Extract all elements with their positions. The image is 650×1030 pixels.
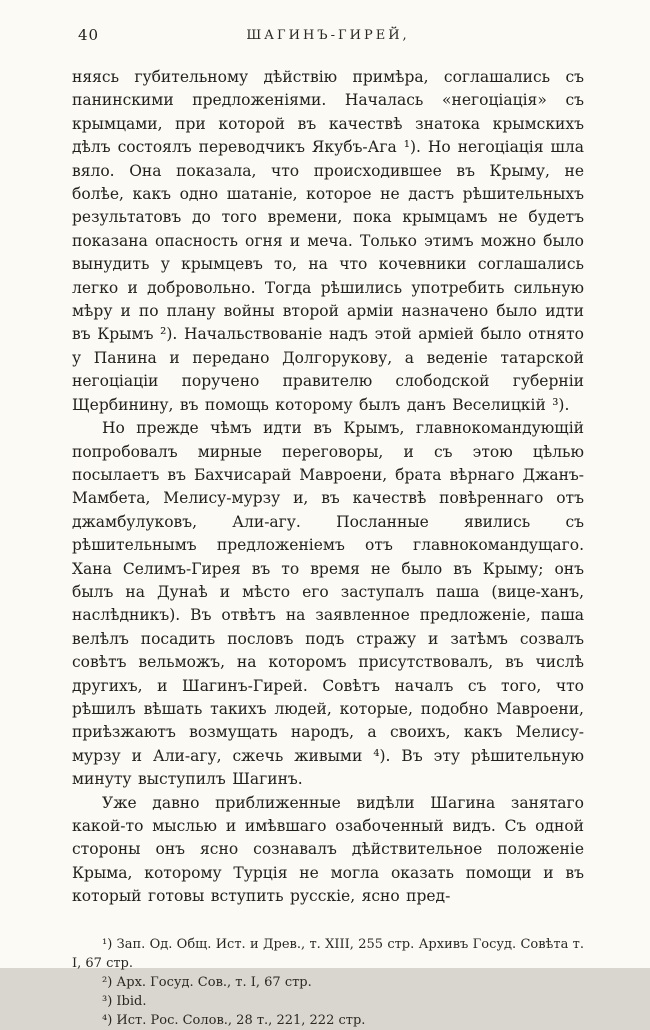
running-head: ШАГИНЪ-ГИРЕЙ,: [246, 28, 410, 43]
page-header: [72, 26, 584, 50]
body-text: [72, 66, 584, 909]
body-paragraph: няясь губительному дѣйствію примѣра, соглашались съ панинскими предложеніями. Началась «негоціація» съ крымцами, при которой въ качествѣ знатока крымскихъ дѣлъ состоялъ переводчикъ Якубъ-Ага ¹). Но негоціація шла вяло. Она показала, что происходившее въ Крыму, не болѣе, какъ одно шатаніе, которое не дастъ рѣшительныхъ результатовъ до того времени, пока крымцамъ не будетъ показана опасность огня и меча. Только этимъ можно было вынудить у крымцевъ то, на что кочевники соглашались легко и добровольно. Тогда рѣшились употребить сильную мѣру и по плану войны второй арміи назначено было идти въ Крымъ ²). Начальствованіе надъ этой арміей было отнято у Панина и передано Долгорукову, а веденіе татарской негоціаціи поручено правителю слободской губерніи Щербинину, въ помощь которому былъ данъ Веселицкій ³).: [72, 68, 584, 414]
page-number: 40: [78, 26, 100, 44]
footnote: ³) Ibid.: [102, 993, 147, 1009]
footnotes: [72, 935, 584, 1030]
body-paragraph: Уже давно приближенные видѣли Шагина занятаго какой-то мыслью и имѣвшаго озабоченный видъ. Съ одной стороны онъ ясно сознавалъ дѣйствительное положеніе Крыма, которому Турція не могла оказать помощи и въ который готовы вступить русскіе, ясно пред-: [72, 793, 584, 906]
footnote: ¹) Зап. Од. Общ. Ист. и Древ., т. XIII, 255 стр. Архивъ Госуд. Совѣта т. I, 67 стр.: [72, 936, 584, 971]
footnote: ⁴) Ист. Рос. Солов., 28 т., 221, 222 стр.: [102, 1012, 366, 1028]
footnote: ²) Арх. Госуд. Сов., т. I, 67 стр.: [102, 974, 312, 990]
body-paragraph: Но прежде чѣмъ идти въ Крымъ, главнокомандующій попробовалъ мирные переговоры, и съ этою цѣлью посылаетъ въ Бахчисарай Мавроени, брата вѣрнаго Джанъ-Мамбета, Мелису-мурзу и, въ качествѣ повѣреннаго отъ джамбулуковъ, Али-агу. Посланные явились съ рѣшительнымъ предложеніемъ отъ главнокомандущаго. Хана Селимъ-Гирея въ то время не было въ Крыму; онъ былъ на Дунаѣ и мѣсто его заступалъ паша (вице-ханъ, наслѣдникъ). Въ отвѣтъ на заявленное предложеніе, паша велѣлъ посадить пословъ подъ стражу и затѣмъ созвалъ совѣтъ вельможъ, на которомъ присутствовалъ, въ числѣ другихъ, и Шагинъ-Гирей. Совѣтъ началъ съ того, что рѣшилъ вѣшать такихъ людей, которые, подобно Мавроени, приѣзжаютъ возмущать народъ, а своихъ, какъ Мелису-мурзу и Али-агу, сжечь живыми ⁴). Въ эту рѣшительную минуту выступилъ Шагинъ.: [72, 419, 584, 789]
